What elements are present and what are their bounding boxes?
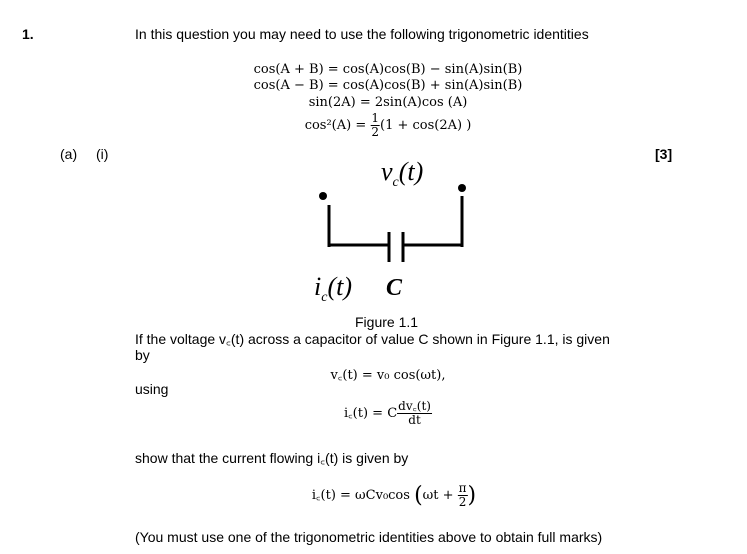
equation-result: [312, 482, 476, 509]
figure-caption: Figure 1.1: [355, 314, 419, 330]
paragraph-line-2: by: [135, 347, 150, 363]
current-label: [314, 272, 352, 306]
identity-cos-squared-left: cos²(A) =: [304, 118, 371, 133]
equation-current-left: i꜀(t) = C: [344, 406, 398, 421]
equation-current: [344, 400, 432, 427]
identity-cos-sum: cos(A + B) = cos(A)cos(B) − sin(A)sin(B): [253, 62, 523, 77]
voltage-symbol: v: [381, 157, 393, 186]
current-subscript: c: [321, 290, 328, 306]
question-number: 1.: [22, 26, 34, 42]
using-text: using: [135, 381, 169, 397]
fraction-numerator: 1: [371, 111, 380, 125]
identity-cos-squared-right: (1 + cos(2A) ): [380, 118, 472, 133]
fraction-denominator: 2: [371, 125, 380, 139]
equation-current-fraction: [397, 400, 432, 427]
voltage-subscript: c: [392, 175, 399, 191]
marks-label: [3]: [655, 146, 673, 162]
current-symbol: i: [314, 272, 322, 301]
current-fraction-denominator: dt: [408, 413, 421, 427]
paragraph-line-1: If the voltage v꜀(t) across a capacitor of value C shown in Figure 1.1, is given: [135, 331, 610, 347]
result-fraction-numerator: π: [458, 481, 467, 495]
result-fraction-denominator: 2: [458, 495, 467, 509]
right-paren: ): [467, 483, 477, 508]
current-argument: (t): [327, 272, 352, 301]
equation-result-inner: ωt +: [422, 488, 458, 503]
equation-voltage: v꜀(t) = v₀ cos(ωt),: [330, 368, 446, 383]
capacitor-label: C: [386, 275, 403, 301]
identity-sin-double: sin(2A) = 2sin(A)cos (A): [308, 95, 468, 110]
left-terminal: [319, 192, 327, 200]
intro-text: In this question you may need to use the following trigonometric identities: [135, 26, 589, 42]
subpart-label: (i): [96, 146, 109, 162]
voltage-label: [381, 157, 423, 191]
part-label: (a): [60, 146, 78, 162]
left-paren: (: [414, 483, 423, 508]
equation-result-left: i꜀(t) = ωCv₀cos: [311, 488, 415, 503]
equation-result-fraction: [458, 482, 468, 509]
voltage-argument: (t): [398, 157, 424, 186]
right-terminal: [458, 184, 466, 192]
identity-cos-diff: cos(A − B) = cos(A)cos(B) + sin(A)sin(B): [253, 78, 523, 93]
current-fraction-numerator: dv꜀(t): [398, 399, 431, 413]
footer-note: (You must use one of the trigonometric identities above to obtain full marks): [135, 529, 603, 545]
show-that-text: show that the current flowing i꜀(t) is given by: [135, 450, 409, 466]
